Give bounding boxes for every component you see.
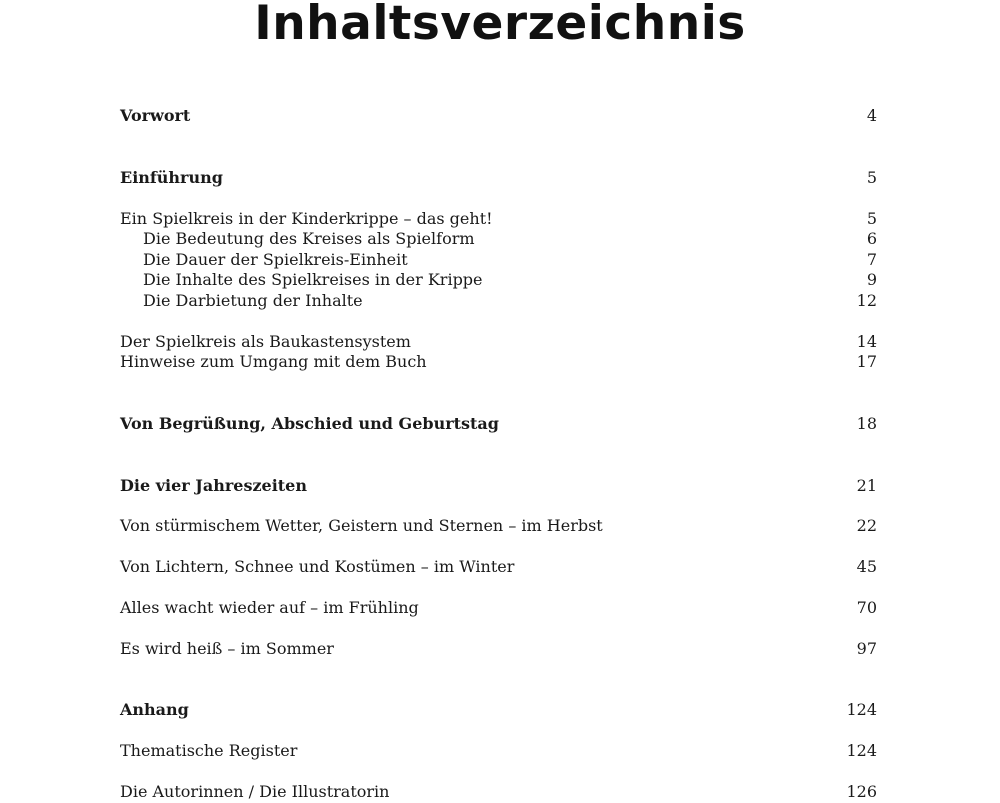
toc-entry-page: 5 (866, 168, 877, 187)
toc-entry-herbst (120, 515, 877, 537)
toc-entry-page: 126 (846, 782, 877, 801)
toc-entry-label: Es wird heiß – im Sommer (120, 639, 334, 658)
toc-entry-label: Die Dauer der Spielkreis-Einheit (143, 250, 408, 269)
toc-entry-sommer (120, 638, 877, 660)
toc-entry-label: Thematische Register (120, 741, 298, 760)
toc-entry-label: Der Spielkreis als Baukastensystem (120, 332, 411, 351)
toc-entry-label: Hinweise zum Umgang mit dem Buch (120, 352, 427, 371)
toc-entry-page: 7 (866, 250, 877, 269)
toc-entry-label: Die Bedeutung des Kreises als Spielform (143, 229, 475, 248)
toc-entry-page: 21 (856, 476, 877, 495)
toc-entry-page: 22 (856, 516, 877, 535)
toc-entry-page: 5 (866, 209, 877, 228)
toc-entry-page: 124 (846, 741, 877, 760)
toc-entry-fruehling (120, 597, 877, 619)
toc-subentry (120, 269, 877, 291)
toc-entry-page: 4 (866, 106, 877, 125)
toc-entry-label: Die Autorinnen / Die Illustratorin (120, 782, 390, 801)
toc-entry-page: 9 (866, 270, 877, 289)
toc-entry-page: 14 (856, 332, 877, 351)
toc-entry-winter (120, 556, 877, 578)
toc-subentry (120, 290, 877, 312)
toc-entry-label: Die Darbietung der Inhalte (143, 291, 363, 310)
toc-entry-page: 45 (856, 557, 877, 576)
toc-entry-label: Alles wacht wieder auf – im Frühling (120, 598, 419, 617)
toc-entry-label: Von Lichtern, Schnee und Kostümen – im Winter (120, 557, 515, 576)
toc-entry-label: Einführung (120, 168, 223, 187)
toc-entry-begruessung (120, 413, 877, 435)
page-title: Inhaltsverzeichnis (254, 0, 746, 51)
toc-entry (120, 351, 877, 373)
toc-entry-page: 97 (856, 639, 877, 658)
toc-entry-label: Die Inhalte des Spielkreises in der Krippe (143, 270, 483, 289)
toc-entry-label: Anhang (120, 700, 189, 719)
toc-subentry (120, 228, 877, 250)
toc-entry (120, 740, 877, 762)
toc-entry-label: Von Begrüßung, Abschied und Geburtstag (120, 414, 499, 433)
toc-entry-vorwort (120, 105, 877, 127)
toc-entry-page: 18 (856, 414, 877, 433)
toc-entry-page: 17 (856, 352, 877, 371)
toc-entry-page: 70 (856, 598, 877, 617)
toc-entry-label: Ein Spielkreis in der Kinderkrippe – das geht! (120, 209, 493, 228)
toc-subentry (120, 249, 877, 271)
toc-entry-page: 6 (866, 229, 877, 248)
toc-entry (120, 331, 877, 353)
toc-entry-page: 124 (846, 700, 877, 719)
toc-entry-jahreszeiten (120, 475, 877, 497)
toc-entry (120, 208, 877, 230)
toc-entry-page: 12 (856, 291, 877, 310)
toc-entry-label: Vorwort (120, 106, 191, 125)
toc-entry-label: Die vier Jahreszeiten (120, 476, 307, 495)
toc-entry-einfuehrung (120, 167, 877, 189)
toc-entry-anhang (120, 699, 877, 721)
toc-entry-label: Von stürmischem Wetter, Geistern und Sternen – im Herbst (120, 516, 603, 535)
